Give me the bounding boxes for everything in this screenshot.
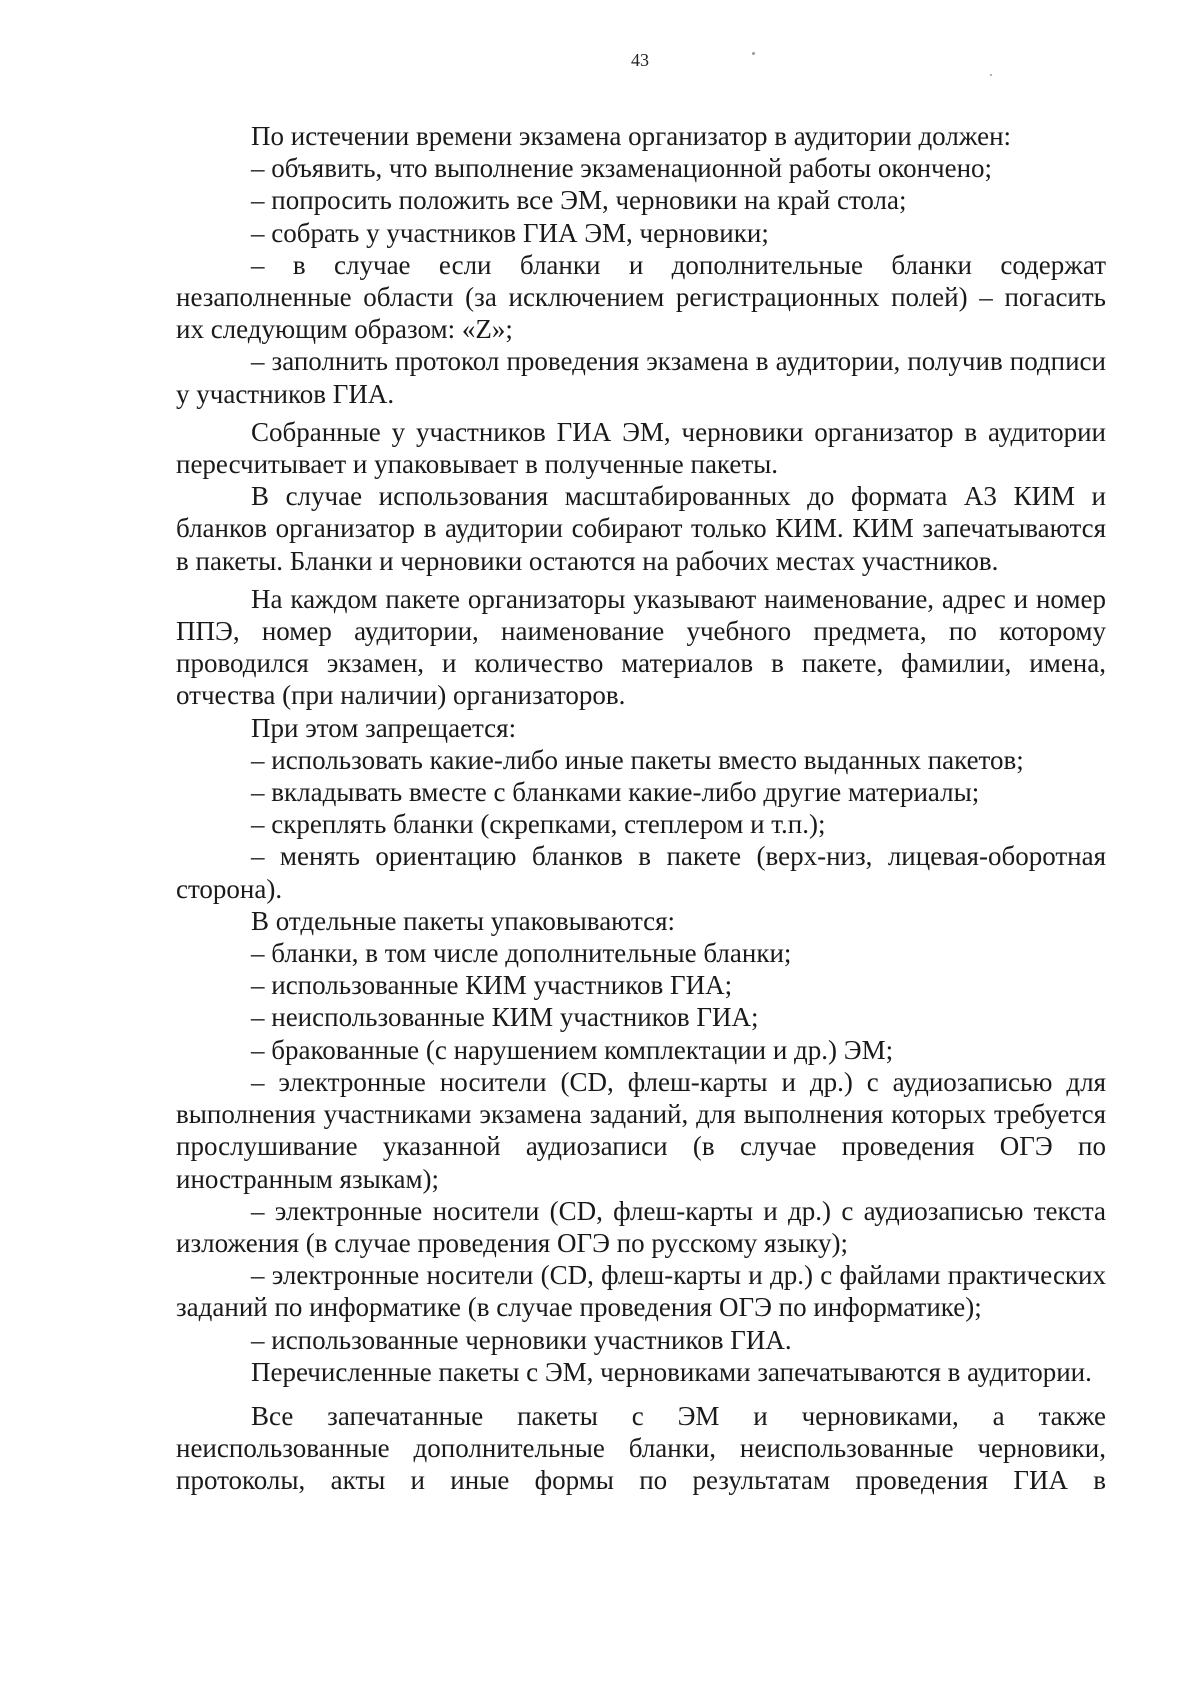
paragraph: Собранные у участников ГИА ЭМ, черновики организатор в аудитории пересчитывает и упаковывает в полученные пакеты. xyxy=(176,416,1106,480)
list-item: – объявить, что выполнение экзаменационной работы окончено; xyxy=(251,153,993,184)
list-item: – заполнить протокол проведения экзамена в аудитории, получив подписи у участников ГИА. xyxy=(176,346,1106,409)
paragraph: В случае использования масштабированных до формата А3 КИМ и бланков организатор в аудитории собирают только КИМ. КИМ запечатываются в пакеты. Бланки и черновики остаются на рабочих местах участников. xyxy=(176,481,1106,576)
list-item: – неиспользованные КИМ участников ГИА; xyxy=(251,1002,759,1033)
paragraph: По истечении времени экзамена организатор в аудитории должен: xyxy=(251,121,1012,151)
paragraph: Все запечатанные пакеты с ЭМ и черновиками, а также неиспользованные дополнительные бланки, неиспользованные черновики, протоколы, акты и иные формы по результатам проведения ГИА в xyxy=(176,1400,1106,1496)
scan-speck xyxy=(752,52,755,55)
scan-speck xyxy=(990,74,992,76)
list-item: – в случае если бланки и дополнительные бланки содержат незаполненные области (за исключением регистрационных полей) – погасить их следующим образом: «Z»; xyxy=(176,249,1106,345)
page-number: 43 xyxy=(631,50,649,70)
list-item: – попросить положить все ЭМ, черновики на край стола; xyxy=(251,185,907,216)
paragraph: На каждом пакете организаторы указывают наименование, адрес и номер ППЭ, номер аудитории, наименование учебного предмета, по которому проводился экзамен, и количество материалов в пакете, фамилии, имена, отчества (при наличии) организаторов. xyxy=(176,583,1106,711)
list-item: – использованные КИМ участников ГИА; xyxy=(251,970,733,1001)
list-item: – электронные носители (CD, флеш-карты и др.) с аудиозаписью для выполнения участниками экзамена заданий, для выполнения которых требуется прослушивание указанной аудиозаписи (в случае проведения ОГЭ по иностранным языкам); xyxy=(176,1066,1106,1194)
list-item: – электронные носители (CD, флеш-карты и др.) с файлами практических заданий по информатике (в случае проведения ОГЭ по информатике); xyxy=(176,1260,1106,1323)
list-item: – скреплять бланки (скрепками, степлером и т.п.); xyxy=(251,809,826,840)
list-item: – использовать какие-либо иные пакеты вместо выданных пакетов; xyxy=(251,744,1024,775)
paragraph: Перечисленные пакеты с ЭМ, черновиками запечатываются в аудитории. xyxy=(251,1356,1092,1387)
list-item: – бланки, в том числе дополнительные бланки; xyxy=(251,938,792,969)
list-item: – электронные носители (CD, флеш-карты и др.) с аудиозаписью текста изложения (в случае проведения ОГЭ по русскому языку); xyxy=(176,1195,1106,1258)
list-item: – бракованные (с нарушением комплектации и др.) ЭМ; xyxy=(251,1034,894,1065)
paragraph: При этом запрещается: xyxy=(251,712,517,743)
list-item: – менять ориентацию бланков в пакете (верх-низ, лицевая-оборотная сторона). xyxy=(176,841,1106,904)
list-item: – использованные черновики участников ГИА. xyxy=(251,1324,792,1355)
document-body xyxy=(176,120,1106,1497)
list-item: – вкладывать вместе с бланками какие-либо другие материалы; xyxy=(251,777,980,808)
paragraph: В отдельные пакеты упаковываются: xyxy=(251,905,676,936)
list-item: – собрать у участников ГИА ЭМ, черновики; xyxy=(251,217,769,248)
